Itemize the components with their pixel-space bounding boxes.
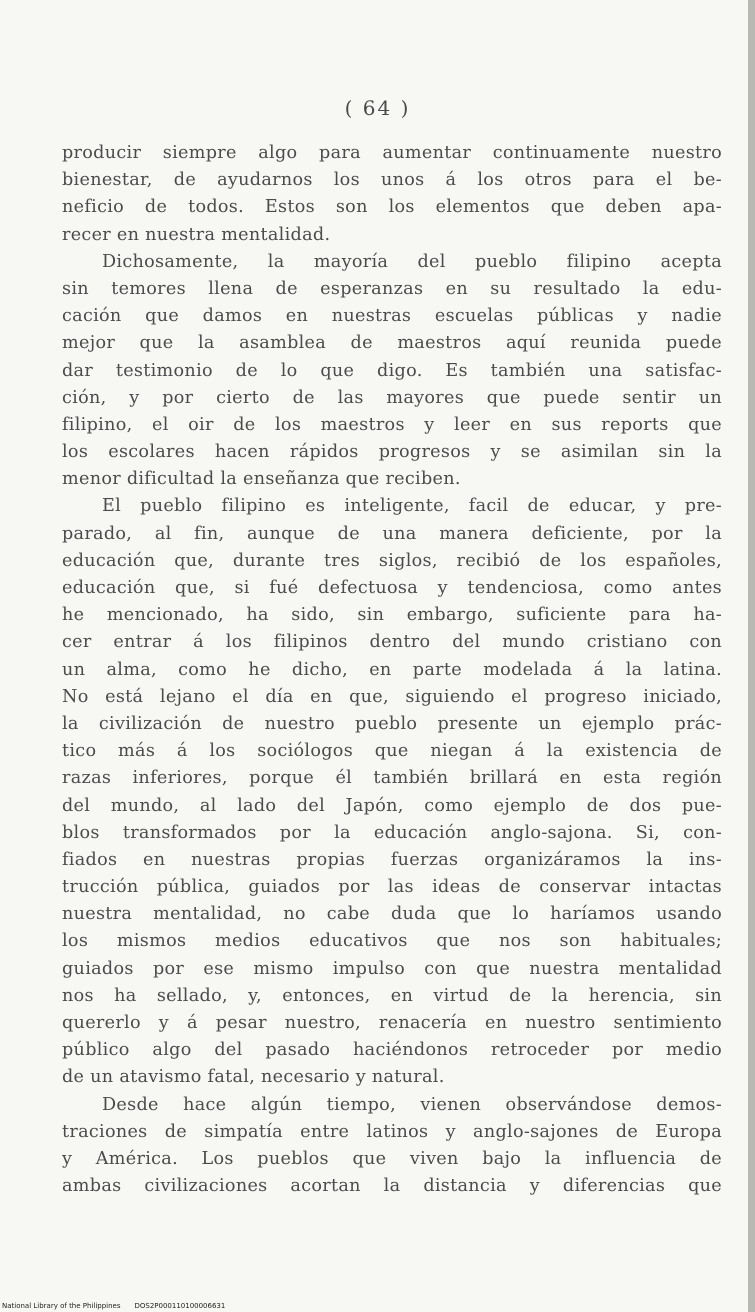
text-line: ambas civilizaciones acortan la distancia y diferencias que [62,1176,722,1197]
text-line: neficio de todos. Estos son los elementos que deben apa- [62,197,722,218]
text-line: los mismos medios educativos que nos son habituales; [62,931,722,952]
body-text [62,140,722,1200]
text-line: nos ha sellado, y, entonces, en virtud de la herencia, sin [62,985,722,1006]
text-line: razas inferiores, porque él también brillará en esta región [62,768,722,789]
text-line: nuestra mentalidad, no cabe duda que lo haríamos usando [62,904,722,925]
text-line: sin temores llena de esperanzas en su resultado la edu- [62,278,722,299]
text-line: público algo del pasado haciéndonos retroceder por medio [62,1040,722,1061]
text-line: producir siempre algo para aumentar continuamente nuestro [62,143,722,163]
text-line: dar testimonio de lo que digo. Es también una satisfac- [62,360,722,381]
text-line: educación que, si fué defectuosa y tendenciosa, como antes [62,578,722,598]
text-line: Dichosamente, la mayoría del pueblo filipino acepta [102,251,722,272]
text-line: Desde hace algún tiempo, vienen observándose demos- [102,1094,722,1115]
text-line: El pueblo filipino es inteligente, facil de educar, y pre- [102,496,722,517]
text-line: un alma, como he dicho, en parte modelada á la latina. [62,659,722,680]
text-line: he mencionado, ha sido, sin embargo, suficiente para ha- [62,605,722,626]
text-line: mejor que la asamblea de maestros aquí reunida puede [62,333,722,354]
page-number: ( 64 ) [344,96,411,120]
footer-id: DOS2P000110100006631 [134,1302,226,1310]
text-line: bienestar, de ayudarnos los unos á los otros para el be- [62,170,722,191]
text-line: fiados en nuestras propias fuerzas organizáramos la ins- [62,849,722,870]
text-line: No está lejano el día en que, siguiendo el progreso iniciado, [62,686,722,707]
text-line: recer en nuestra mentalidad. [62,224,331,245]
text-line: blos transformados por la educación anglo-sajona. Si, con- [62,822,722,843]
text-line: de un atavismo fatal, necesario y natural. [62,1067,445,1088]
footer-library: National Library of the Philippines [2,1302,121,1310]
scan-footer [2,1302,225,1310]
page-edge [748,0,755,1312]
text-line: cación que damos en nuestras escuelas públicas y nadie [62,306,722,327]
text-line: filipino, el oir de los maestros y leer en sus reports que [62,414,722,435]
text-line: la civilización de nuestro pueblo presente un ejemplo prác- [62,713,722,734]
text-line: los escolares hacen rápidos progresos y se asimilan sin la [62,442,722,463]
text-line: menor dificultad la enseñanza que reciben. [62,469,461,490]
text-line: parado, al fin, aunque de una manera deficiente, por la [62,523,722,544]
text-line: educación que, durante tres siglos, recibió de los españoles, [62,550,722,571]
text-line: traciones de simpatía entre latinos y anglo-sajones de Europa [62,1121,722,1142]
text-line: tico más á los sociólogos que niegan á la existencia de [62,741,722,762]
text-line: ción, y por cierto de las mayores que puede sentir un [62,387,722,408]
text-line: guiados por ese mismo impulso con que nuestra mentalidad [62,958,722,979]
text-line: trucción pública, guiados por las ideas de conservar intactas [62,877,722,898]
text-line: cer entrar á los filipinos dentro del mundo cristiano con [62,632,722,653]
text-line: quererlo y á pesar nuestro, renacería en nuestro sentimiento [62,1013,722,1033]
text-line: del mundo, al lado del Japón, como ejemplo de dos pue- [62,795,722,816]
text-line: y América. Los pueblos que viven bajo la influencia de [62,1148,722,1169]
